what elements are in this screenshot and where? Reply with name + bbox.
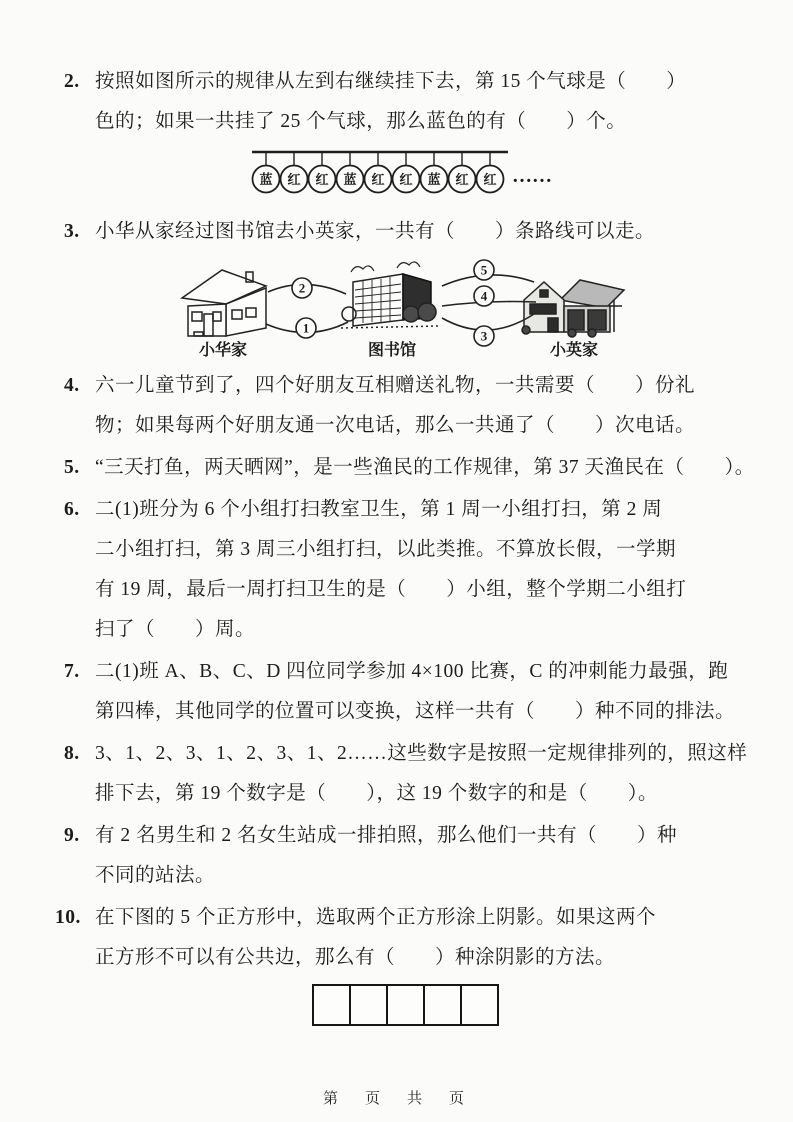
question-6 — [64, 490, 739, 650]
question-number: 7. — [64, 661, 80, 682]
place-label-xiaoying-home: 小英家 — [549, 342, 599, 359]
question-line — [64, 570, 739, 610]
question-text: 二(1)班分为 6 个小组打扫教室卫生，第 1 周一小组打扫，第 2 周 — [95, 499, 663, 520]
question-3 — [64, 212, 739, 252]
route-map-illustration — [150, 252, 650, 362]
route-number: 2 — [298, 280, 306, 296]
place-label-xiaohua-home: 小华家 — [198, 342, 248, 359]
question-text: 3、1、2、3、1、2、3、1、2……这些数字是按照一定规律排列的，照这样 — [95, 743, 748, 764]
question-10 — [55, 898, 739, 978]
question-8 — [64, 734, 748, 814]
question-text: 第四棒，其他同学的位置可以变换，这样一共有（ ）种不同的排法。 — [95, 701, 736, 722]
question-number: 2. — [64, 71, 80, 92]
question-number: 10. — [55, 907, 81, 928]
question-line — [64, 652, 739, 692]
balloon-pattern-figure — [250, 148, 739, 210]
question-line — [64, 102, 739, 142]
question-line — [64, 490, 739, 530]
question-5 — [64, 448, 755, 488]
square-cell — [312, 984, 351, 1026]
route-number: 4 — [480, 288, 488, 304]
question-text: 小华从家经过图书馆去小英家，一共有（ ）条路线可以走。 — [95, 221, 656, 242]
balloon-label: 红 — [371, 172, 385, 187]
question-number: 6. — [64, 499, 80, 520]
xiaohua-house-illustration — [182, 270, 266, 336]
question-line — [64, 448, 755, 488]
ellipsis-dots: …… — [512, 165, 552, 187]
balloon-label: 红 — [287, 172, 301, 187]
xiaoying-house-illustration — [522, 280, 624, 337]
route-number: 1 — [302, 320, 310, 336]
question-line — [64, 692, 739, 732]
question-line — [64, 734, 748, 774]
question-text: 排下去，第 19 个数字是（ ），这 19 个数字的和是（ ）。 — [95, 783, 659, 804]
place-label-library: 图书馆 — [367, 342, 417, 359]
question-line — [64, 212, 739, 252]
question-line — [64, 366, 739, 406]
question-9 — [64, 816, 739, 896]
question-number: 3. — [64, 221, 80, 242]
question-7 — [64, 652, 739, 732]
question-text: 扫了（ ）周。 — [95, 619, 256, 640]
question-text: 物；如果每两个好朋友通一次电话，那么一共通了（ ）次电话。 — [95, 415, 696, 436]
question-text: 色的；如果一共挂了 25 个气球，那么蓝色的有（ ）个。 — [95, 111, 627, 132]
balloon-pattern-illustration — [250, 148, 590, 210]
square-cell — [423, 984, 462, 1026]
page-number-label: 第 页 共 页 — [322, 1091, 470, 1107]
question-line — [55, 898, 739, 938]
route-number: 3 — [480, 328, 488, 344]
question-text: 不同的站法。 — [95, 865, 216, 886]
balloon-label: 蓝 — [427, 172, 441, 187]
question-text: 有 19 周，最后一周打扫卫生的是（ ）小组，整个学期二小组打 — [95, 579, 687, 600]
question-2 — [64, 62, 739, 142]
square-cell — [349, 984, 388, 1026]
question-line — [64, 816, 739, 856]
question-line — [64, 610, 739, 650]
square-cell — [386, 984, 425, 1026]
balloon-label: 红 — [455, 172, 469, 187]
balloon-label: 红 — [315, 172, 329, 187]
question-text: 按照如图所示的规律从左到右继续挂下去，第 15 个气球是（ ） — [95, 71, 687, 92]
question-text: 在下图的 5 个正方形中，选取两个正方形涂上阴影。如果这两个 — [95, 907, 657, 928]
question-number: 9. — [64, 825, 80, 846]
balloon-label: 红 — [399, 172, 413, 187]
balloon-label: 蓝 — [343, 172, 357, 187]
question-4 — [64, 366, 739, 446]
question-line — [64, 856, 739, 896]
question-text: 二小组打扫，第 3 周三小组打扫，以此类推。不算放长假，一学期 — [95, 539, 677, 560]
question-number: 4. — [64, 375, 80, 396]
question-number: 8. — [64, 743, 80, 764]
five-squares-figure — [312, 984, 739, 1026]
question-line — [64, 774, 739, 814]
question-line — [64, 530, 739, 570]
question-line — [64, 406, 739, 446]
route-map-figure — [150, 252, 739, 362]
question-text: 正方形不可以有公共边，那么有（ ）种涂阴影的方法。 — [95, 947, 616, 968]
library-illustration — [341, 262, 439, 328]
route-number: 5 — [480, 262, 488, 278]
question-text: 二(1)班 A、B、C、D 四位同学参加 4×100 比赛，C 的冲刺能力最强，跑 — [95, 661, 729, 682]
question-number: 5. — [64, 457, 80, 478]
square-cell — [460, 984, 499, 1026]
balloon-label: 蓝 — [259, 172, 273, 187]
question-text: 有 2 名男生和 2 名女生站成一排拍照，那么他们一共有（ ）种 — [95, 825, 678, 846]
question-line — [64, 62, 739, 102]
question-text: 六一儿童节到了，四个好朋友互相赠送礼物，一共需要（ ）份礼 — [95, 375, 696, 396]
balloon-label: 红 — [483, 172, 497, 187]
question-line — [64, 938, 739, 978]
page-footer — [0, 1087, 793, 1108]
question-text: “三天打鱼，两天晒网”，是一些渔民的工作规律，第 37 天渔民在（ ）。 — [95, 457, 755, 478]
